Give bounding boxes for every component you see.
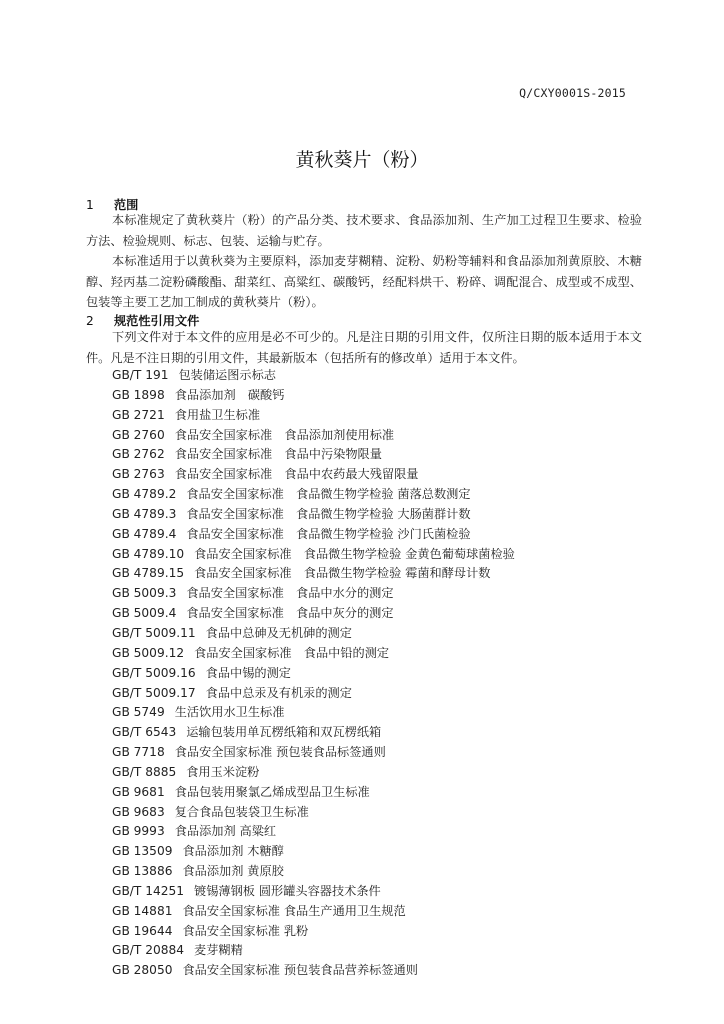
reference-code: GB 4789.3 (112, 506, 177, 521)
reference-title: 食用盐卫生标准 (174, 407, 261, 422)
reference-code: GB 2760 (112, 427, 165, 442)
reference-title: 食品中锡的测定 (205, 665, 291, 680)
reference-code: GB 13886 (112, 864, 173, 879)
reference-title: 食品包装用聚氯乙烯成型品卫生标准 (174, 784, 370, 799)
scope-paragraph-1: 本标准规定了黄秋葵片（粉）的产品分类、技术要求、食品添加剂、生产加工过程卫生要求、检验方法、检验规则、标志、包装、运输与贮存。 (86, 213, 642, 248)
reference-code: GB 4789.2 (112, 487, 177, 502)
reference-item (112, 525, 515, 545)
reference-code: GB/T 14251 (112, 883, 185, 898)
reference-title: 食品安全国家标准 食品微生物学检验 金黄色葡萄球菌检验 (194, 546, 515, 561)
reference-item (112, 366, 515, 386)
reference-item (112, 624, 515, 644)
reference-title: 食品安全国家标准 食品微生物学检验 沙门氏菌检验 (186, 526, 471, 541)
reference-title: 食品安全国家标准 食品生产通用卫生规范 (182, 903, 406, 918)
reference-code: GB 9683 (112, 804, 165, 819)
reference-item (112, 386, 515, 406)
reference-title: 食品添加剂 高粱红 (174, 824, 277, 839)
reference-item (112, 862, 515, 882)
reference-item (112, 465, 515, 485)
reference-code: GB 5009.3 (112, 586, 177, 601)
reference-item (112, 961, 515, 981)
reference-item (112, 584, 515, 604)
reference-title: 食品中总砷及无机砷的测定 (205, 625, 352, 640)
reference-code: GB/T 191 (112, 368, 169, 382)
reference-code: GB 9993 (112, 824, 165, 839)
reference-code: GB 4789.4 (112, 526, 177, 541)
reference-item (112, 941, 515, 961)
references-intro-paragraph: 下列文件对于本文件的应用是必不可少的。凡是注日期的引用文件，仅所注日期的版本适用于本文件。凡是不注日期的引用文件，其最新版本（包括所有的修改单）适用于本文件。 (86, 330, 642, 365)
reference-item (112, 803, 515, 823)
reference-item (112, 743, 515, 763)
reference-item (112, 505, 515, 525)
reference-list (112, 366, 515, 981)
reference-title: 运输包装用单瓦楞纸箱和双瓦楞纸箱 (186, 725, 382, 740)
reference-item (112, 604, 515, 624)
reference-title: 食品中总汞及有机汞的测定 (205, 685, 352, 700)
reference-title: 复合食品包装袋卫生标准 (174, 804, 309, 819)
reference-code: GB/T 20884 (112, 943, 185, 958)
reference-code: GB 7718 (112, 745, 165, 760)
reference-item (112, 426, 515, 446)
reference-item (112, 822, 515, 842)
reference-code: GB 5009.4 (112, 606, 177, 621)
reference-code: GB 9681 (112, 784, 165, 799)
reference-title: 食用玉米淀粉 (186, 764, 260, 779)
reference-title: 生活饮用水卫生标准 (174, 705, 285, 720)
reference-title: 食品安全国家标准 食品添加剂使用标准 (174, 427, 395, 442)
reference-item (112, 842, 515, 862)
reference-item (112, 902, 515, 922)
reference-title: 食品安全国家标准 食品微生物学检验 霉菌和酵母计数 (194, 566, 491, 581)
reference-item (112, 922, 515, 942)
reference-title: 食品安全国家标准 食品中灰分的测定 (186, 606, 394, 621)
reference-title: 食品添加剂 碳酸钙 (174, 387, 285, 402)
reference-title: 食品安全国家标准 食品中污染物限量 (174, 447, 382, 462)
document-code: Q/CXY0001S-2015 (519, 86, 626, 100)
reference-item (112, 783, 515, 803)
reference-item (112, 406, 515, 426)
reference-title: 食品安全国家标准 食品中铅的测定 (194, 645, 390, 660)
reference-code: GB 28050 (112, 963, 173, 978)
reference-title: 镀锡薄钢板 圆形罐头容器技术条件 (194, 883, 381, 898)
reference-item (112, 684, 515, 704)
reference-title: 食品安全国家标准 食品微生物学检验 大肠菌群计数 (186, 506, 471, 521)
reference-title: 食品添加剂 木糖醇 (182, 844, 284, 859)
reference-code: GB 1898 (112, 387, 165, 402)
reference-item (112, 723, 515, 743)
reference-item (112, 485, 515, 505)
scope-paragraph-2: 本标准适用于以黄秋葵为主要原料，添加麦芽糊精、淀粉、奶粉等辅料和食品添加剂黄原胶、木糖醇、羟丙基二淀粉磷酸酯、甜菜红、高粱红、碳酸钙，经配料烘干、粉碎、调配混合、成型或不成型、包装等主要工艺加工制成的黄秋葵片（粉）。 (86, 254, 642, 309)
reference-title: 食品安全国家标准 食品中农药最大残留限量 (174, 467, 419, 482)
reference-item (112, 882, 515, 902)
reference-code: GB/T 5009.11 (112, 625, 196, 640)
reference-code: GB/T 5009.16 (112, 665, 196, 680)
reference-item (112, 703, 515, 723)
section-title: 规范性引用文件 (114, 314, 200, 328)
reference-code: GB/T 6543 (112, 725, 177, 740)
reference-code: GB 14881 (112, 903, 173, 918)
reference-item (112, 545, 515, 565)
reference-item (112, 763, 515, 783)
reference-code: GB 4789.10 (112, 546, 185, 561)
reference-title: 食品安全国家标准 食品微生物学检验 菌落总数测定 (186, 487, 471, 502)
reference-code: GB 2763 (112, 467, 165, 482)
reference-item (112, 564, 515, 584)
reference-code: GB 5009.12 (112, 645, 185, 660)
reference-title: 食品添加剂 黄原胶 (182, 864, 284, 879)
reference-code: GB 13509 (112, 844, 173, 859)
reference-code: GB 2762 (112, 447, 165, 462)
reference-item (112, 445, 515, 465)
reference-code: GB/T 5009.17 (112, 685, 196, 700)
reference-item (112, 664, 515, 684)
reference-title: 食品安全国家标准 预包装食品营养标签通则 (182, 963, 418, 978)
reference-title: 食品安全国家标准 食品中水分的测定 (186, 586, 394, 601)
reference-title: 麦芽糊精 (194, 943, 243, 958)
reference-title: 食品安全国家标准 乳粉 (182, 923, 309, 938)
section-number: 2 (86, 314, 94, 328)
reference-code: GB 19644 (112, 923, 173, 938)
section-title: 范围 (114, 198, 139, 212)
reference-title: 食品安全国家标准 预包装食品标签通则 (174, 745, 386, 760)
reference-code: GB 2721 (112, 407, 165, 422)
reference-title: 包装储运图示标志 (178, 368, 276, 382)
document-title: 黄秋葵片（粉） (295, 149, 429, 171)
reference-item (112, 644, 515, 664)
reference-code: GB 4789.15 (112, 566, 185, 581)
section-number: 1 (86, 198, 94, 212)
reference-code: GB 5749 (112, 705, 165, 720)
reference-code: GB/T 8885 (112, 764, 177, 779)
